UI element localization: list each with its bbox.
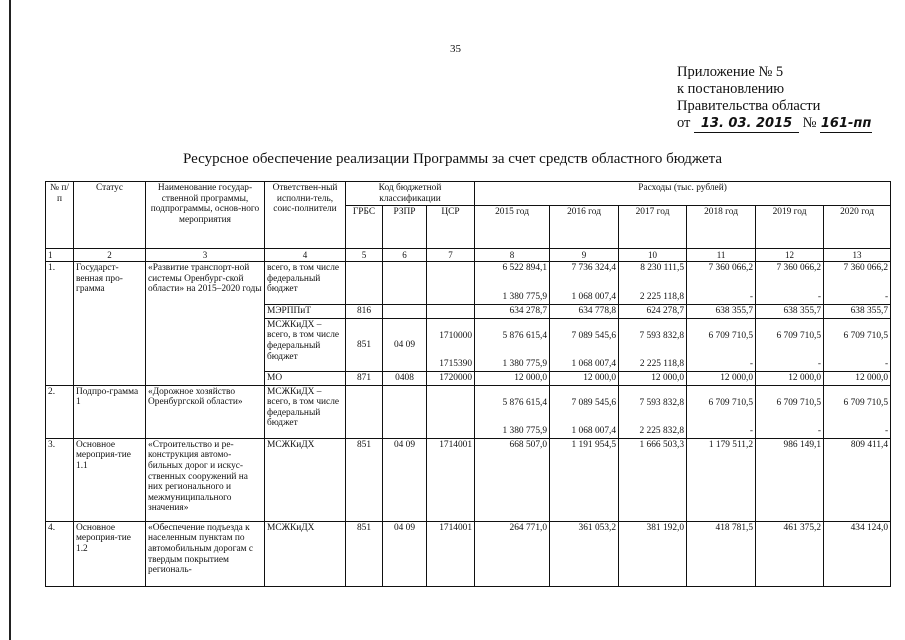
row1-total-2016 <box>550 262 619 305</box>
col-num-4: 4 <box>265 249 346 262</box>
row4-2018: 418 781,5 <box>687 521 756 586</box>
handwritten-date: 13. 03. 2015 <box>694 115 799 133</box>
row1-mo-csr: 1720000 <box>427 371 475 385</box>
row1-msgkidh-fed-2020: - <box>884 359 889 370</box>
row2-fed-2020: - <box>884 426 889 437</box>
row1-fed-2018-value: - <box>749 291 754 302</box>
row2-2015 <box>475 385 550 438</box>
row1-mo-rzpr: 0408 <box>383 371 427 385</box>
header-year-2015: 2015 год <box>475 206 550 249</box>
row2-num: 2. <box>46 385 74 438</box>
row3-2016: 1 191 954,5 <box>550 438 619 521</box>
appendix-line-2: к постановлению <box>677 81 785 97</box>
budget-table <box>45 181 891 587</box>
row1-msgkidh-total-2018: 6 709 710,5 <box>708 330 754 341</box>
row1-msgkidh-2015 <box>475 318 550 371</box>
row3-2018: 1 179 511,2 <box>687 438 756 521</box>
row3-rzpr: 04 09 <box>383 438 427 521</box>
row1-num: 1. <box>46 262 74 385</box>
header-year-2016: 2016 год <box>550 206 619 249</box>
document-title: Ресурсное обеспечение реализации Программы за счет средств областного бюджета <box>182 151 723 167</box>
row1-msgkidh-2016 <box>550 318 619 371</box>
row1-status: Государст-венная про-грамма <box>74 262 146 385</box>
row1-total-responsible: всего, в том числе федеральный бюджет <box>265 262 346 305</box>
row1-mo-grbs: 871 <box>346 371 383 385</box>
col-num-9: 9 <box>550 249 619 262</box>
appendix-header <box>677 64 872 133</box>
row4-2020: 434 124,0 <box>824 521 891 586</box>
row1-mo-2018: 12 000,0 <box>687 371 756 385</box>
row2-2018 <box>687 385 756 438</box>
row1-total-2018 <box>687 262 756 305</box>
row1-merppit-csr <box>427 305 475 319</box>
row1-total-2020-value: 7 360 066,2 <box>843 263 889 274</box>
row4-2016: 361 053,2 <box>550 521 619 586</box>
row3-2015: 668 507,0 <box>475 438 550 521</box>
row1-msgkidh-grbs: 851 <box>346 318 383 371</box>
header-responsible: Ответствен-ный исполни-тель, соис-полнители <box>265 182 346 249</box>
row1-msgkidh-total-2020: 6 709 710,5 <box>843 330 889 341</box>
row1-fed-2017-value: 2 225 118,8 <box>639 291 685 302</box>
table-row <box>46 438 891 521</box>
row1-total-2017 <box>619 262 687 305</box>
row2-rzpr <box>383 385 427 438</box>
row1-merppit-grbs: 816 <box>346 305 383 319</box>
row1-merppit-2016: 634 778,8 <box>550 305 619 319</box>
header-name: Наименование государ-ственной программы, подпрограммы, основ-ного мероприятия <box>146 182 265 249</box>
row2-csr <box>427 385 475 438</box>
header-csr: ЦСР <box>427 206 475 249</box>
row4-2017: 381 192,0 <box>619 521 687 586</box>
row2-fed-2015: 1 380 775,9 <box>502 426 548 437</box>
table-header-row <box>46 182 891 206</box>
row1-merppit-2017: 624 278,7 <box>619 305 687 319</box>
row1-merppit-2018: 638 355,7 <box>687 305 756 319</box>
header-budget-code: Код бюджетной классификации <box>346 182 475 206</box>
row1-merppit-2015: 634 278,7 <box>475 305 550 319</box>
row1-msgkidh-fed-2018: - <box>749 359 754 370</box>
row1-total-2015-value: 6 522 894,1 <box>502 263 548 274</box>
row2-fed-2019: - <box>817 426 822 437</box>
row4-rzpr: 04 09 <box>383 521 427 586</box>
row1-msgkidh-csr-total: 1710000 <box>439 330 473 341</box>
handwritten-number: 161-пп <box>820 116 872 131</box>
row3-2019: 986 149,1 <box>756 438 824 521</box>
row1-msgkidh-total-2017: 7 593 832,8 <box>639 330 685 341</box>
row2-fed-2018: - <box>749 426 754 437</box>
header-year-2018: 2018 год <box>687 206 756 249</box>
row4-num: 4. <box>46 521 74 586</box>
page-binding-line <box>9 0 11 640</box>
row4-csr: 1714001 <box>427 521 475 586</box>
row1-msgkidh-total-2019: 6 709 710,5 <box>776 330 822 341</box>
appendix-date-line <box>677 115 872 133</box>
column-number-row <box>46 249 891 262</box>
row1-mo-2017: 12 000,0 <box>619 371 687 385</box>
header-year-2017: 2017 год <box>619 206 687 249</box>
col-num-12: 12 <box>756 249 824 262</box>
from-label: от <box>677 115 691 131</box>
row1-total-2016-value: 7 736 324,4 <box>571 263 617 274</box>
row4-grbs: 851 <box>346 521 383 586</box>
header-grbs: ГРБС <box>346 206 383 249</box>
header-year-2019: 2019 год <box>756 206 824 249</box>
row1-msgkidh-total-2015: 5 876 615,4 <box>502 330 548 341</box>
row1-msgkidh-fed-2015: 1 380 775,9 <box>502 359 548 370</box>
appendix-line-1: Приложение № 5 <box>677 64 784 80</box>
col-num-13: 13 <box>824 249 891 262</box>
row1-total-2018-value: 7 360 066,2 <box>708 263 754 274</box>
row1-merppit-2019: 638 355,7 <box>756 305 824 319</box>
row3-status: Основное мероприя-тие 1.1 <box>74 438 146 521</box>
row1-total-2019-value: 7 360 066,2 <box>776 263 822 274</box>
row2-status: Подпро-грамма 1 <box>74 385 146 438</box>
row1-merppit-rzpr <box>383 305 427 319</box>
row1-msgkidh-2018 <box>687 318 756 371</box>
row3-2020: 809 411,4 <box>824 438 891 521</box>
row1-total-2019 <box>756 262 824 305</box>
row2-fed-2016: 1 068 007,4 <box>571 426 617 437</box>
row1-total-grbs <box>346 262 383 305</box>
row2-name: «Дорожное хозяйство Оренбургской области» <box>146 385 265 438</box>
header-num: № п/п <box>46 182 74 249</box>
row2-total-2016: 7 089 545,6 <box>571 397 617 408</box>
row2-total-2019: 6 709 710,5 <box>776 397 822 408</box>
row2-2020 <box>824 385 891 438</box>
row3-grbs: 851 <box>346 438 383 521</box>
row1-mo-2015: 12 000,0 <box>475 371 550 385</box>
row1-total-2017-value: 8 230 111,5 <box>640 263 685 274</box>
row3-responsible: МСЖКиДХ <box>265 438 346 521</box>
header-expenses: Расходы (тыс. рублей) <box>475 182 891 206</box>
row4-name: «Обеспечение подъезда к населенным пунктам по автомобильным дорогам с твердым покрытием региональ- <box>146 521 265 586</box>
row1-msgkidh-rzpr: 04 09 <box>383 318 427 371</box>
row1-merppit-responsible: МЭРППиТ <box>265 305 346 319</box>
col-num-5: 5 <box>346 249 383 262</box>
row2-total-2020: 6 709 710,5 <box>843 397 889 408</box>
row3-num: 3. <box>46 438 74 521</box>
row4-2015: 264 771,0 <box>475 521 550 586</box>
col-num-8: 8 <box>475 249 550 262</box>
row1-total-2020 <box>824 262 891 305</box>
row3-csr: 1714001 <box>427 438 475 521</box>
row2-2016 <box>550 385 619 438</box>
header-rzpr: РЗПР <box>383 206 427 249</box>
row1-msgkidh-2019 <box>756 318 824 371</box>
row1-mo-2016: 12 000,0 <box>550 371 619 385</box>
appendix-line-3: Правительства области <box>677 98 821 114</box>
row2-total-2015: 5 876 615,4 <box>502 397 548 408</box>
row1-fed-2020-value: - <box>884 291 889 302</box>
col-num-10: 10 <box>619 249 687 262</box>
row3-name: «Строительство и ре-конструкция автомо-бильных дорог и искус-ственных сооружений на них регионального и межмуниципального значения» <box>146 438 265 521</box>
row1-fed-2016-value: 1 068 007,4 <box>571 291 617 302</box>
row1-fed-2015-value: 1 380 775,9 <box>502 291 548 302</box>
header-status: Статус <box>74 182 146 249</box>
col-num-3: 3 <box>146 249 265 262</box>
row1-total-csr <box>427 262 475 305</box>
table-row <box>46 521 891 586</box>
col-num-11: 11 <box>687 249 756 262</box>
row4-responsible: МСЖКиДХ <box>265 521 346 586</box>
row1-msgkidh-fed-2016: 1 068 007,4 <box>571 359 617 370</box>
row1-merppit-2020: 638 355,7 <box>824 305 891 319</box>
table-row <box>46 385 891 438</box>
row1-name: «Развитие транспорт-ной системы Оренбург-ской области» на 2015–2020 годы <box>146 262 265 385</box>
row2-responsible: МСЖКиДХ – всего, в том числе федеральный бюджет <box>265 385 346 438</box>
row2-2019 <box>756 385 824 438</box>
row4-2019: 461 375,2 <box>756 521 824 586</box>
row1-total-rzpr <box>383 262 427 305</box>
row1-msgkidh-csr-fed: 1715390 <box>439 359 473 370</box>
row1-msgkidh-fed-2017: 2 225 118,8 <box>639 359 685 370</box>
row1-msgkidh-total-2016: 7 089 545,6 <box>571 330 617 341</box>
row1-msgkidh-responsible: МСЖКиДХ – всего, в том числе федеральный бюджет <box>265 318 346 371</box>
row2-total-2018: 6 709 710,5 <box>708 397 754 408</box>
col-num-1: 1 <box>46 249 74 262</box>
col-num-6: 6 <box>383 249 427 262</box>
row2-total-2017: 7 593 832,8 <box>639 397 685 408</box>
row1-msgkidh-2020 <box>824 318 891 371</box>
row2-grbs <box>346 385 383 438</box>
row2-2017 <box>619 385 687 438</box>
row3-2017: 1 666 503,3 <box>619 438 687 521</box>
row1-fed-2019-value: - <box>817 291 822 302</box>
row1-msgkidh-csr <box>427 318 475 371</box>
row1-msgkidh-fed-2019: - <box>817 359 822 370</box>
number-label: № <box>802 115 817 131</box>
row2-fed-2017: 2 225 832,8 <box>639 426 685 437</box>
row1-msgkidh-2017 <box>619 318 687 371</box>
header-year-2020: 2020 год <box>824 206 891 249</box>
table-row <box>46 262 891 305</box>
row4-status: Основное мероприя-тие 1.2 <box>74 521 146 586</box>
col-num-2: 2 <box>74 249 146 262</box>
page-number: 35 <box>450 43 461 55</box>
col-num-7: 7 <box>427 249 475 262</box>
row1-total-2015 <box>475 262 550 305</box>
row1-mo-2019: 12 000,0 <box>756 371 824 385</box>
row1-mo-2020: 12 000,0 <box>824 371 891 385</box>
row1-mo-responsible: МО <box>265 371 346 385</box>
